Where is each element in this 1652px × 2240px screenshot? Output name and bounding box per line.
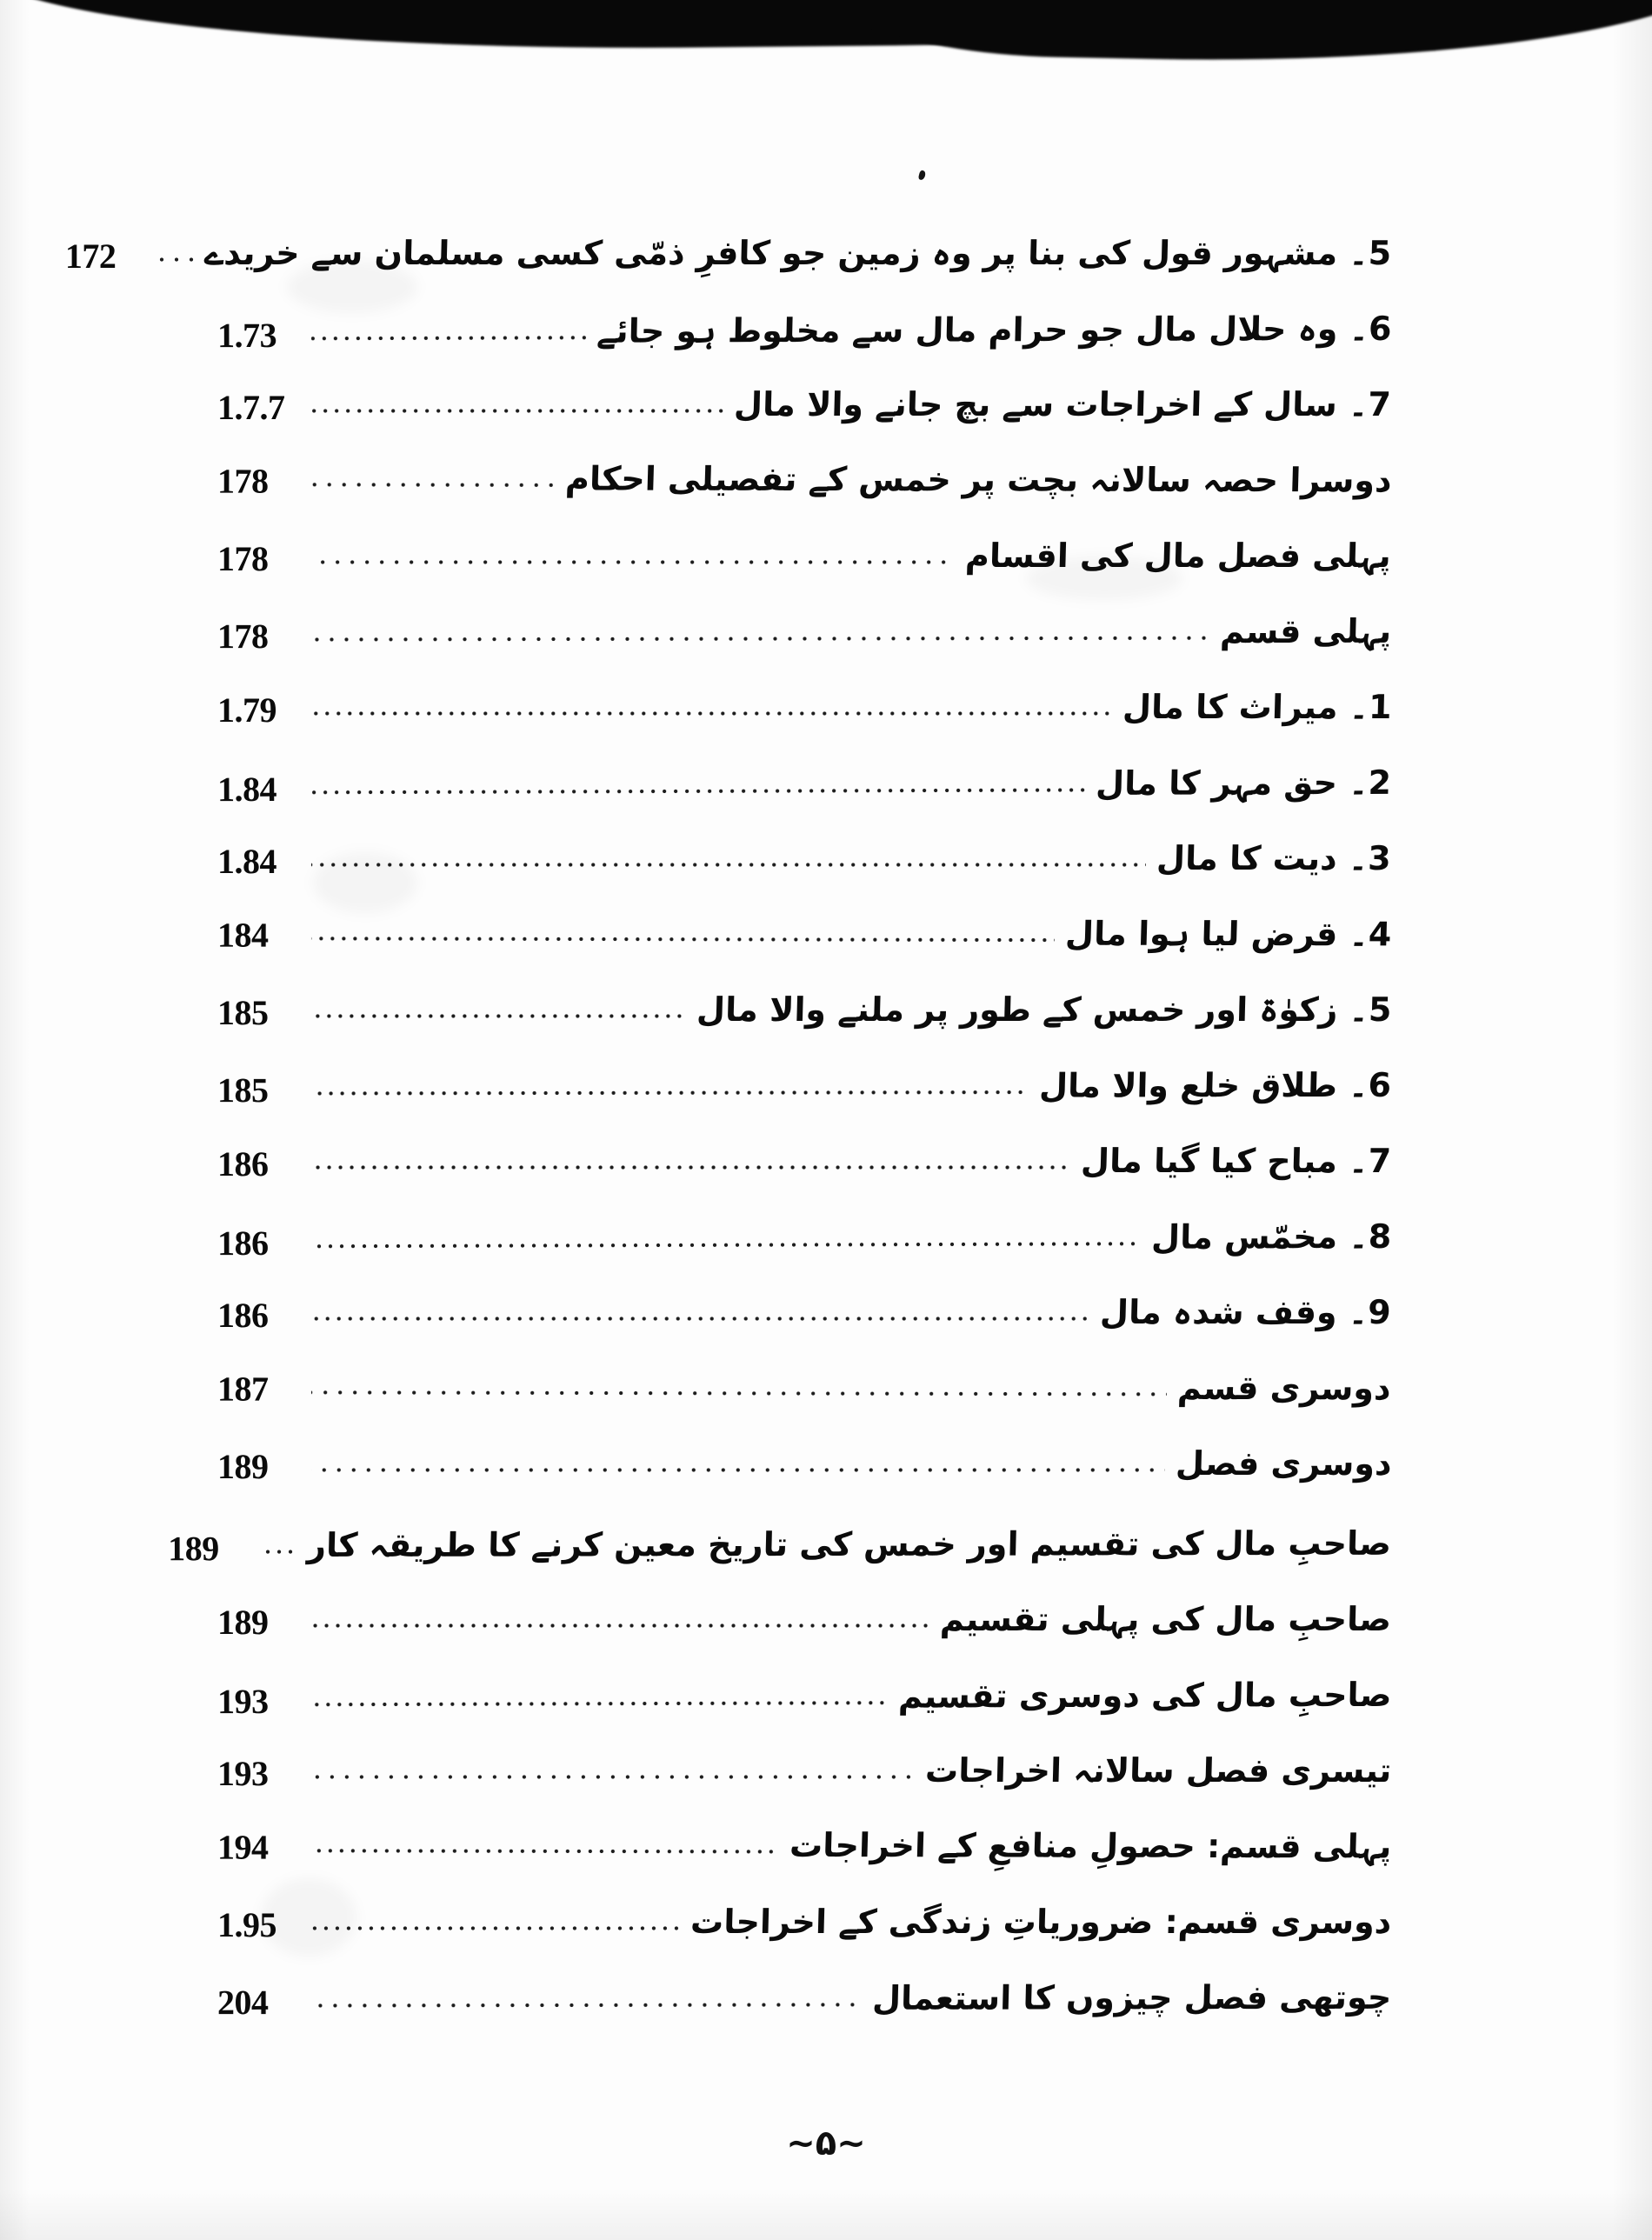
toc-leader-dots <box>311 1164 1070 1170</box>
toc-entry-title: صاحبِ مال کی تقسیم اور خمس کی تاریخ معین کرنے کا طریقہ کار <box>306 1523 1392 1564</box>
toc-page-number: 193 <box>217 1754 269 1793</box>
toc-leader-dots <box>311 1848 779 1855</box>
table-of-contents <box>64 205 1392 2030</box>
toc-page-number: 189 <box>217 1447 269 1486</box>
toc-leader-dots <box>262 1549 296 1555</box>
toc-page-number: 1.79 <box>217 690 276 730</box>
scan-edge-shading-left <box>0 0 30 2240</box>
toc-page-number: 193 <box>216 1681 269 1722</box>
toc-entry[interactable] <box>217 361 1391 435</box>
toc-entry[interactable] <box>64 205 1392 283</box>
toc-page-number: 1.95 <box>217 1905 276 1944</box>
toc-leader-dots <box>311 1925 680 1931</box>
toc-page-number: 178 <box>216 461 269 501</box>
toc-leader-dots <box>311 635 1209 643</box>
toc-entry-title: دوسری قسم <box>1176 1368 1392 1408</box>
toc-entry[interactable] <box>168 1496 1392 1576</box>
toc-page-number: 204 <box>216 1983 269 2023</box>
toc-page-number: 185 <box>216 1070 269 1110</box>
toc-page-number: 186 <box>216 1223 269 1263</box>
toc-entry[interactable] <box>217 1878 1391 1952</box>
toc-entry-title: چوتھی فصل چیزوں کا استعمال <box>871 1977 1392 2017</box>
toc-entry-title: صاحبِ مال کی پہلی تقسیم <box>939 1599 1392 1638</box>
toc-page-number: 178 <box>216 617 269 657</box>
toc-leader-dots <box>311 408 723 414</box>
toc-leader-dots <box>311 710 1112 717</box>
toc-leader-dots <box>311 1700 888 1708</box>
toc-entry[interactable] <box>217 1651 1391 1729</box>
scan-edge-shading-right <box>1612 0 1652 2240</box>
toc-leader-dots <box>311 1090 1029 1097</box>
toc-entry-title: صاحبِ مال کی دوسری تقسیم <box>897 1675 1392 1716</box>
toc-entry[interactable] <box>217 285 1391 363</box>
toc-page-number: 186 <box>217 1296 269 1335</box>
toc-entry-title: پہلی قسم <box>1219 611 1392 651</box>
toc-entry[interactable] <box>217 1042 1391 1117</box>
toc-leader-dots <box>311 862 1146 868</box>
toc-leader-dots <box>311 482 555 489</box>
toc-page-number: 1.7.7 <box>217 388 285 427</box>
toc-entry[interactable] <box>217 1117 1391 1191</box>
toc-leader-dots <box>311 1013 686 1019</box>
toc-page-number: 178 <box>217 539 269 578</box>
toc-entry[interactable] <box>217 512 1391 586</box>
toc-entry[interactable] <box>217 1801 1391 1877</box>
toc-entry-title: 6۔ وہ حلال مال جو حرام مال سے مخلوط ہو جائے <box>596 309 1392 350</box>
toc-page-number: 189 <box>168 1529 219 1569</box>
toc-entry[interactable] <box>217 739 1391 817</box>
toc-entry[interactable] <box>217 815 1391 889</box>
toc-entry[interactable] <box>217 889 1391 965</box>
toc-leader-dots <box>311 1774 915 1780</box>
toc-page-number: 1.73 <box>216 315 277 356</box>
toc-entry-title: 1۔ میراث کا مال <box>1122 687 1392 726</box>
toc-leader-dots <box>311 1467 1165 1473</box>
toc-entry[interactable] <box>217 1420 1391 1494</box>
toc-entry[interactable] <box>217 1576 1391 1650</box>
toc-entry-title: 4۔ قرض لیا ہوا مال <box>1064 914 1392 954</box>
scan-edge-shading-bottom <box>0 2188 1652 2240</box>
toc-page-number: 185 <box>217 993 269 1032</box>
toc-leader-dots <box>311 335 586 342</box>
toc-entry-title: دوسرا حصہ سالانہ بچت پر خمس کے تفصیلی احکام <box>564 459 1392 500</box>
toc-entry-title: پہلی فصل مال کی اقسام <box>964 536 1392 575</box>
toc-leader-dots <box>311 2002 862 2009</box>
toc-entry-title: 7۔ مباح کیا گیا مال <box>1080 1141 1392 1180</box>
toc-page-number: 1.84 <box>216 769 277 810</box>
toc-entry-title: 7۔ سال کے اخراجات سے بچ جانے والا مال <box>733 384 1392 423</box>
toc-entry[interactable] <box>217 1343 1391 1419</box>
toc-leader-dots <box>311 1316 1089 1322</box>
toc-leader-dots <box>311 936 1055 943</box>
toc-entry[interactable] <box>217 1193 1391 1270</box>
ink-speck <box>918 170 926 180</box>
toc-leader-dots <box>311 559 955 565</box>
toc-entry-title: دوسری فصل <box>1175 1443 1392 1483</box>
toc-entry[interactable] <box>217 1269 1391 1343</box>
toc-entry-title: تیسری فصل سالانہ اخراجات <box>924 1750 1392 1790</box>
toc-entry-title: 2۔ حق مہر کا مال <box>1095 763 1392 803</box>
toc-entry-title: دوسری قسم: ضروریاتِ زندگی کے اخراجات <box>689 1902 1392 1941</box>
toc-page-number: 189 <box>217 1603 269 1642</box>
toc-entry-title: 5۔ مشہور قول کی بنا پر وہ زمین جو کافرِ ذمّی کسی مسلمان سے خریدے <box>203 233 1392 272</box>
toc-leader-dots <box>311 787 1085 796</box>
toc-entry-title: 3۔ دیت کا مال <box>1156 838 1392 877</box>
toc-page-number: 184 <box>216 915 269 955</box>
toc-page-number: 172 <box>64 237 117 276</box>
toc-leader-dots <box>311 1241 1141 1250</box>
toc-page-number: 1.84 <box>217 842 276 881</box>
toc-entry-title: 9۔ وقف شدہ مال <box>1100 1292 1392 1331</box>
toc-page-number: 187 <box>216 1369 269 1409</box>
toc-entry[interactable] <box>217 966 1391 1040</box>
toc-entry-title: 8۔ مخمّس مال <box>1150 1217 1392 1257</box>
toc-entry-title: پہلی قسم: حصولِ منافعِ کے اخراجات <box>789 1825 1392 1866</box>
toc-entry-title: 6۔ طلاق خلع والا مال <box>1038 1065 1392 1105</box>
toc-entry-title: 5۔ زکوٰۃ اور خمس کے طور پر ملنے والا مال <box>696 990 1392 1029</box>
toc-entry[interactable] <box>217 663 1391 737</box>
toc-entry[interactable] <box>217 1954 1391 2030</box>
toc-entry[interactable] <box>217 435 1391 511</box>
toc-leader-dots <box>311 1390 1167 1397</box>
page-number-footer: ~۵~ <box>786 2123 866 2163</box>
toc-entry[interactable] <box>217 1727 1391 1801</box>
toc-leader-dots <box>311 1623 929 1629</box>
toc-entry[interactable] <box>217 588 1391 663</box>
toc-leader-dots <box>159 257 194 263</box>
scan-edge-shadow-top-right <box>764 0 1652 70</box>
toc-page-number: 186 <box>217 1144 269 1183</box>
toc-page-number: 194 <box>216 1827 269 1867</box>
